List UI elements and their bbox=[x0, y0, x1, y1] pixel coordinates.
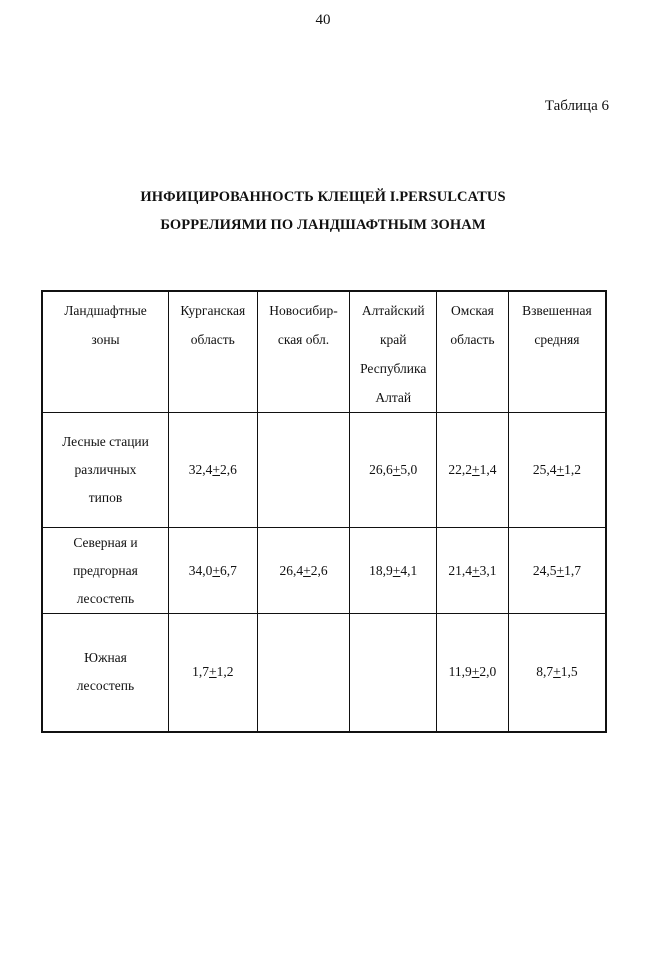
value-cell bbox=[508, 614, 606, 732]
value-cell bbox=[437, 413, 509, 528]
mean-value: 21,4 bbox=[448, 562, 473, 578]
mean-value: 11,9 bbox=[448, 664, 472, 680]
value-cell bbox=[168, 528, 257, 614]
column-header-line: Ландшафтные bbox=[64, 303, 147, 318]
plus-minus-sign: + bbox=[553, 664, 561, 680]
plus-minus-sign: + bbox=[392, 562, 401, 578]
mean-value: 26,4 bbox=[279, 562, 304, 578]
error-value: 3,1 bbox=[479, 562, 497, 578]
column-header-line: Новосибир- bbox=[269, 303, 338, 318]
error-value: 1,2 bbox=[216, 664, 234, 680]
column-header-line: зоны bbox=[91, 332, 120, 347]
zone-label-line: Лесные стации bbox=[62, 434, 149, 449]
column-header bbox=[350, 291, 437, 413]
zone-label-line: Южная bbox=[84, 650, 127, 666]
value-cell bbox=[168, 614, 257, 732]
column-header bbox=[257, 291, 350, 413]
value-cell bbox=[437, 614, 509, 732]
header-row bbox=[42, 291, 606, 413]
error-value: 4,1 bbox=[400, 562, 418, 578]
zone-label-line: Северная и bbox=[73, 534, 138, 550]
column-header-line: Курганская bbox=[180, 303, 246, 318]
error-value: 5,0 bbox=[400, 462, 418, 477]
mean-value: 32,4 bbox=[188, 462, 213, 477]
mean-value: 25,4 bbox=[532, 462, 557, 477]
value-cell bbox=[350, 614, 437, 732]
value-cell bbox=[257, 528, 350, 614]
column-header-line: Алтайский bbox=[361, 303, 425, 318]
table-title bbox=[0, 183, 646, 239]
mean-value: 26,6 bbox=[369, 462, 393, 477]
column-header bbox=[42, 291, 168, 413]
column-header-line: Республика bbox=[360, 361, 427, 376]
plus-minus-sign: + bbox=[209, 664, 217, 680]
plus-minus-sign: + bbox=[556, 562, 565, 578]
column-header bbox=[168, 291, 257, 413]
column-header-line: Взвешенная bbox=[522, 303, 592, 318]
column-header bbox=[437, 291, 509, 413]
column-header-line: область bbox=[450, 332, 495, 347]
zone-cell bbox=[42, 528, 168, 614]
table-row bbox=[42, 614, 606, 732]
column-header bbox=[508, 291, 606, 413]
table-label: Таблица 6 bbox=[544, 98, 609, 114]
value-cell bbox=[508, 528, 606, 614]
value-cell bbox=[257, 614, 350, 732]
mean-value: 22,2 bbox=[448, 462, 473, 477]
mean-value: 24,5 bbox=[532, 562, 557, 578]
error-value: 1,5 bbox=[560, 664, 578, 680]
value-cell bbox=[257, 413, 350, 528]
table-title-line-1: ИНФИЦИРОВАННОСТЬ КЛЕЩЕЙ I.PERSULCATUS bbox=[140, 189, 506, 205]
plus-minus-sign: + bbox=[303, 562, 311, 578]
plus-minus-sign: + bbox=[471, 664, 480, 680]
plus-minus-sign: + bbox=[472, 562, 480, 578]
infection-table bbox=[41, 290, 607, 733]
zone-cell bbox=[42, 413, 168, 528]
zone-label-line: типов bbox=[88, 490, 123, 505]
table-title-line-2: БОРРЕЛИЯМИ ПО ЛАНДШАФТНЫМ ЗОНАМ bbox=[160, 217, 486, 233]
column-header-line: ская обл. bbox=[277, 332, 330, 347]
plus-minus-sign: + bbox=[392, 462, 401, 477]
column-header-line: средняя bbox=[534, 332, 580, 347]
zone-label-line: лесостепь bbox=[76, 590, 135, 606]
mean-value: 8,7 bbox=[536, 664, 554, 680]
value-cell bbox=[350, 413, 437, 528]
zone-label-line: предгорная bbox=[73, 562, 138, 578]
error-value: 6,7 bbox=[220, 562, 237, 578]
mean-value: 1,7 bbox=[192, 664, 209, 680]
zone-label-line: различных bbox=[74, 462, 137, 477]
zone-label-line: лесостепь bbox=[76, 678, 135, 694]
error-value: 2,6 bbox=[220, 462, 237, 477]
value-cell bbox=[508, 413, 606, 528]
mean-value: 34,0 bbox=[188, 562, 213, 578]
column-header-line: край bbox=[379, 332, 407, 347]
value-cell bbox=[168, 413, 257, 528]
column-header-line: Алтай bbox=[375, 390, 412, 405]
value-cell bbox=[437, 528, 509, 614]
plus-minus-sign: + bbox=[472, 462, 480, 477]
plus-minus-sign: + bbox=[556, 462, 565, 477]
error-value: 2,0 bbox=[479, 664, 497, 680]
mean-value: 18,9 bbox=[369, 562, 393, 578]
column-header-line: Омская bbox=[451, 303, 494, 318]
plus-minus-sign: + bbox=[212, 462, 220, 477]
table-row bbox=[42, 413, 606, 528]
error-value: 1,4 bbox=[479, 462, 497, 477]
error-value: 1,7 bbox=[564, 562, 581, 578]
plus-minus-sign: + bbox=[212, 562, 220, 578]
value-cell bbox=[350, 528, 437, 614]
error-value: 1,2 bbox=[564, 462, 581, 477]
zone-cell bbox=[42, 614, 168, 732]
table-row bbox=[42, 528, 606, 614]
column-header-line: область bbox=[190, 332, 235, 347]
error-value: 2,6 bbox=[310, 562, 328, 578]
page-number: 40 bbox=[315, 12, 331, 28]
